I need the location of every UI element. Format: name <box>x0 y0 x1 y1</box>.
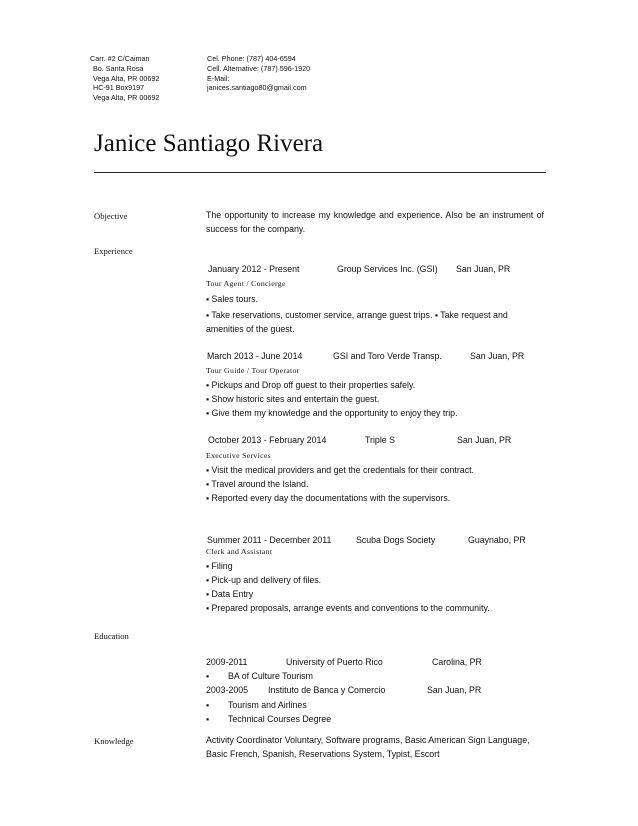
job-bullet: ▪ Reported every day the documentations with the supervisors. <box>206 493 451 503</box>
email-address: janices.santiago80@gmail.com <box>207 83 307 93</box>
job-bullet: ▪ Prepared proposals, arrange events and conventions to the community. <box>206 603 490 613</box>
phone-block <box>207 54 310 93</box>
address-line: Vega Alta, PR 00692 <box>93 93 160 103</box>
address-block <box>90 54 159 103</box>
job-company: Group Services Inc. (GSI) <box>337 264 438 274</box>
education-item: ▪ Tourism and Airlines <box>206 700 307 710</box>
job-bullet: ▪ Pickups and Drop off guest to their properties safely. <box>206 380 416 390</box>
cell-phone: Cel. Phone: (787) 404-6594 <box>207 54 296 63</box>
address-line: Vega Alta, PR 00692 <box>93 73 160 83</box>
job-role: Clerk and Assistant <box>206 547 273 556</box>
title-divider <box>94 172 546 173</box>
job-company: Triple S <box>365 435 395 445</box>
job-bullet: ▪ Data Entry <box>206 589 254 599</box>
candidate-name: Janice Santiago Rivera <box>94 130 324 157</box>
job-dates: Summer 2011 - December 2011 <box>207 535 332 545</box>
job-location: San Juan, PR <box>470 351 525 361</box>
job-location: San Juan, PR <box>456 264 511 274</box>
address-line: Carr. #2 C/Caiman <box>90 54 150 63</box>
education-school: University of Puerto Rico <box>286 657 383 667</box>
job-company: Scuba Dogs Society <box>356 535 436 545</box>
education-location: San Juan, PR <box>427 685 482 695</box>
education-item: ▪ Technical Courses Degree <box>206 714 332 724</box>
job-bullet: ▪ Visit the medical providers and get the credentials for their contract. <box>206 465 474 475</box>
job-role: Tour Agent / Concierge <box>206 279 286 288</box>
job-bullet: ▪ Take reservations, customer service, arrange guest trips. ▪ Take request and amenities of the guest. <box>206 310 508 334</box>
education-school: Instituto de Banca y Comercio <box>268 685 386 695</box>
job-location: Guaynabo, PR <box>468 535 526 545</box>
job-bullet: ▪ Give them my knowledge and the opportunity to enjoy they trip. <box>206 408 458 418</box>
job-bullet: ▪ Filing <box>206 561 233 571</box>
alt-phone: Cell. Alternative: (787) 596-1920 <box>207 63 311 73</box>
education-dates: 2009-2011 <box>206 657 248 667</box>
job-dates: March 2013 - June 2014 <box>207 351 303 361</box>
education-location: Carolina, PR <box>432 657 482 667</box>
job-bullet: ▪ Show historic sites and entertain the guest. <box>206 394 380 404</box>
job-bullet: ▪ Pick-up and delivery of files. <box>206 575 322 585</box>
education-label: Education <box>94 631 129 641</box>
job-role: Executive Services <box>206 451 271 460</box>
experience-label: Experience <box>94 246 133 256</box>
job-bullet: ▪ Sales tours. <box>206 294 259 304</box>
job-role: Tour Guide / Tour Operator <box>206 366 300 375</box>
objective-label: Objective <box>94 211 128 221</box>
job-dates: January 2012 - Present <box>208 264 300 274</box>
job-bullet: ▪ Travel around the Island. <box>206 479 309 489</box>
address-line: HC-91 Box9197 <box>93 83 145 93</box>
education-item: ▪ BA of Culture Tourism <box>206 671 313 681</box>
job-location: San Juan, PR <box>457 435 512 445</box>
email-label: E-Mail: <box>207 73 230 83</box>
job-company: GSI and Toro Verde Transp. <box>333 351 442 361</box>
knowledge-text: Activity Coordinator Voluntary, Software programs, Basic American Sign Language, Basic French, Spanish, Reservations System, Typist, Escort <box>206 735 530 759</box>
knowledge-label: Knowledge <box>94 736 134 746</box>
objective-text: The opportunity to increase my knowledge and experience. Also be an instrument of success for the company. <box>206 210 544 234</box>
job-dates: October 2013 - February 2014 <box>208 435 327 445</box>
education-dates: 2003-2005 <box>206 685 249 695</box>
address-line: Bo. Santa Rosa <box>93 63 144 73</box>
